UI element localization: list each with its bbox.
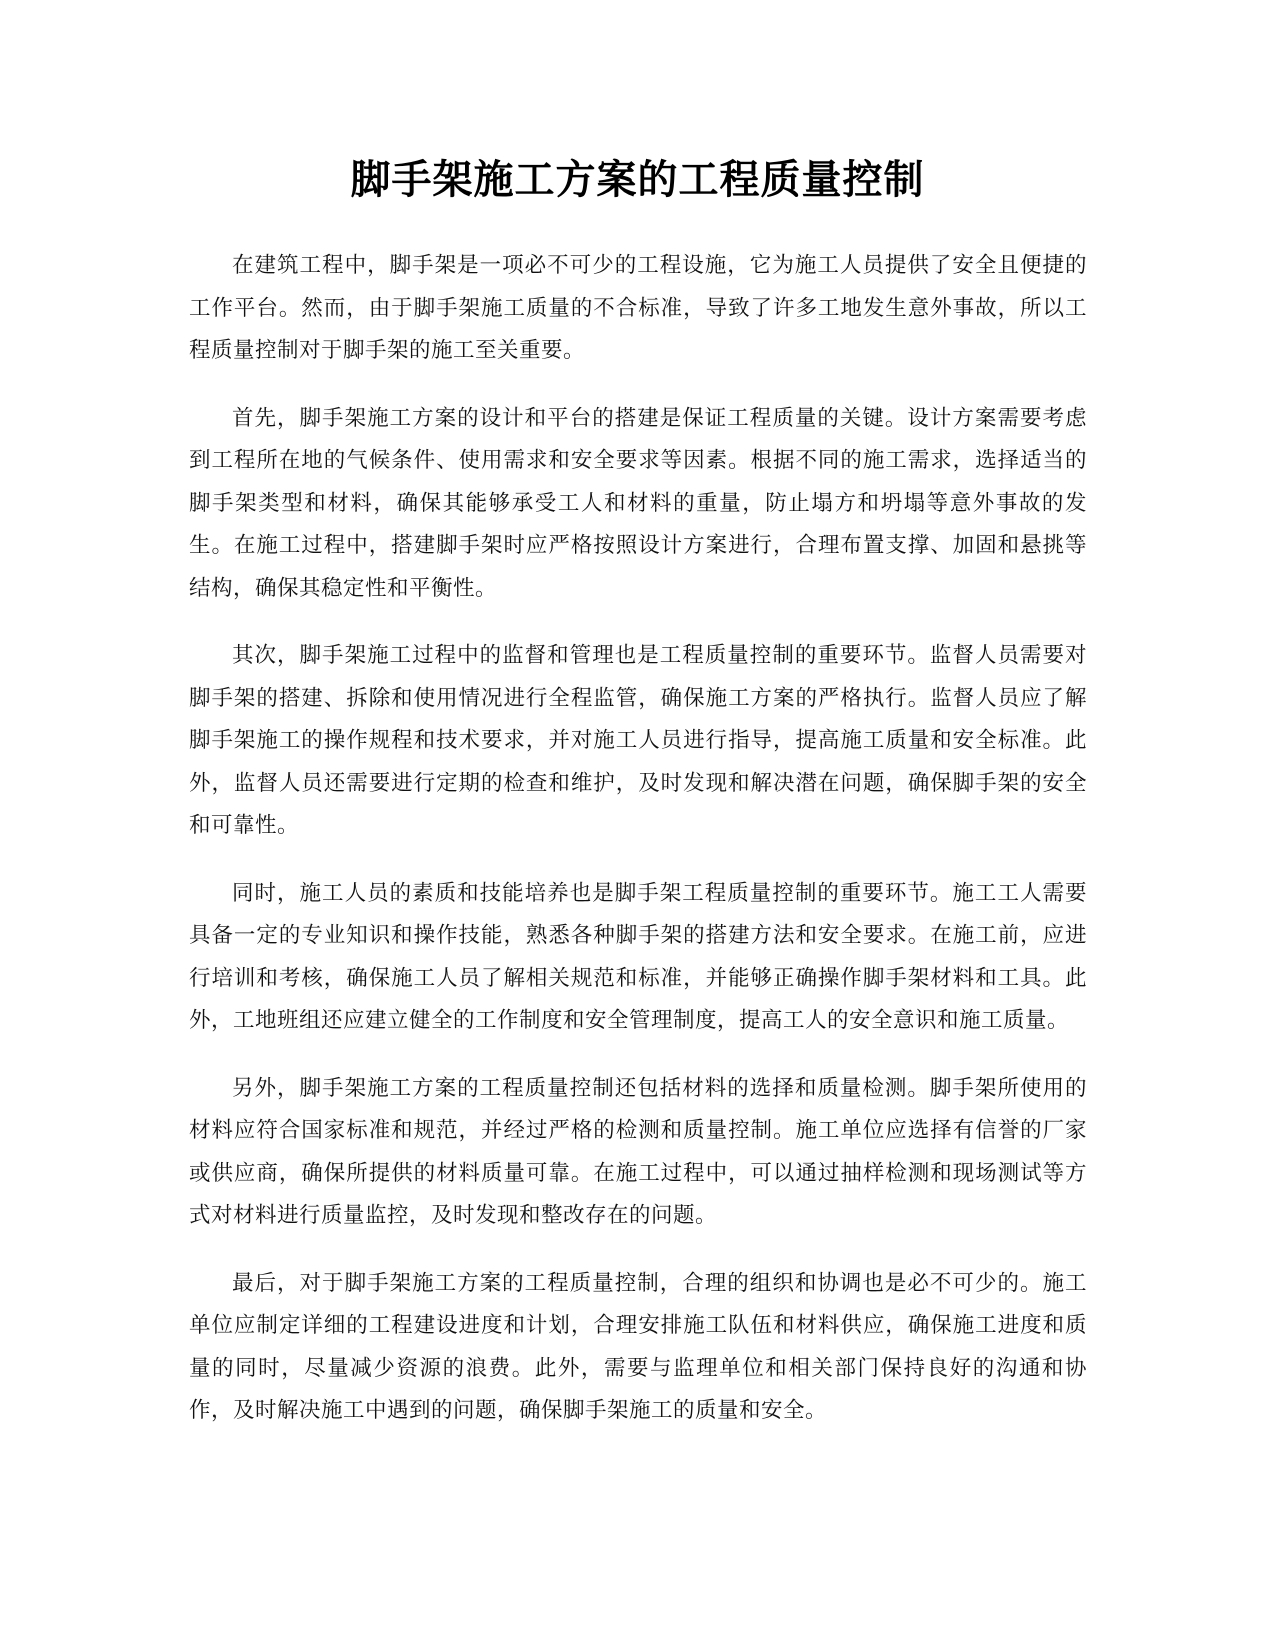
- paragraph-2: 首先，脚手架施工方案的设计和平台的搭建是保证工程质量的关键。设计方案需要考虑到工程所在地的气候条件、使用需求和安全要求等因素。根据不同的施工需求，选择适当的脚手架类型和材料，确保其能够承受工人和材料的重量，防止塌方和坍塌等意外事故的发生。在施工过程中，搭建脚手架时应严格按照设计方案进行，合理布置支撑、加固和悬挑等结构，确保其稳定性和平衡性。: [189, 405, 1087, 601]
- document-title: 脚手架施工方案的工程质量控制: [350, 157, 925, 203]
- paragraph-4: 同时，施工人员的素质和技能培养也是脚手架工程质量控制的重要环节。施工工人需要具备一定的专业知识和操作技能，熟悉各种脚手架的搭建方法和安全要求。在施工前，应进行培训和考核，确保施工人员了解相关规范和标准，并能够正确操作脚手架材料和工具。此外，工地班组还应建立健全的工作制度和安全管理制度，提高工人的安全意识和施工质量。: [189, 880, 1087, 1033]
- paragraph-5: 另外，脚手架施工方案的工程质量控制还包括材料的选择和质量检测。脚手架所使用的材料应符合国家标准和规范，并经过严格的检测和质量控制。施工单位应选择有信誉的厂家或供应商，确保所提供的材料质量可靠。在施工过程中，可以通过抽样检测和现场测试等方式对材料进行质量监控，及时发现和整改存在的问题。: [189, 1075, 1087, 1228]
- paragraph-3: 其次，脚手架施工过程中的监督和管理也是工程质量控制的重要环节。监督人员需要对脚手架的搭建、拆除和使用情况进行全程监管，确保施工方案的严格执行。监督人员应了解脚手架施工的操作规程和技术要求，并对施工人员进行指导，提高施工质量和安全标准。此外，监督人员还需要进行定期的检查和维护，及时发现和解决潜在问题，确保脚手架的安全和可靠性。: [189, 643, 1087, 838]
- paragraph-6: 最后，对于脚手架施工方案的工程质量控制，合理的组织和协调也是必不可少的。施工单位应制定详细的工程建设进度和计划，合理安排施工队伍和材料供应，确保施工进度和质量的同时，尽量减少资源的浪费。此外，需要与监理单位和相关部门保持良好的沟通和协作，及时解决施工中遇到的问题，确保脚手架施工的质量和安全。: [189, 1270, 1087, 1423]
- document-body: [189, 245, 1087, 1458]
- paragraph-1: 在建筑工程中，脚手架是一项必不可少的工程设施，它为施工人员提供了安全且便捷的工作平台。然而，由于脚手架施工质量的不合标准，导致了许多工地发生意外事故，所以工程质量控制对于脚手架的施工至关重要。: [189, 253, 1087, 363]
